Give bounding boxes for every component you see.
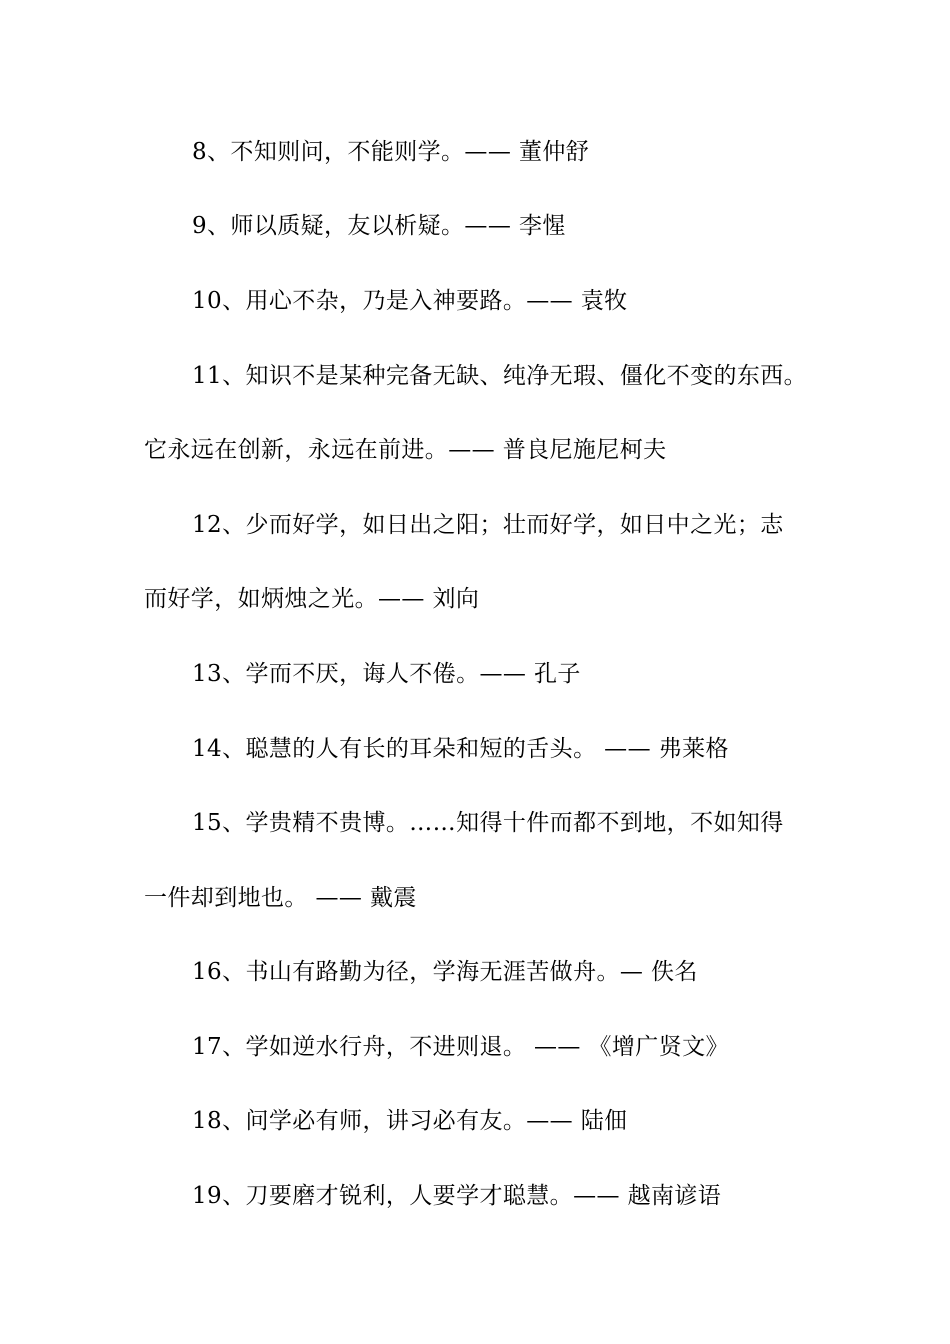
quote-17: 17、学如逆水行舟，不进则退。 —— 《增广贤文》 bbox=[192, 1034, 729, 1060]
quote-16: 16、书山有路勤为径，学海无涯苦做舟。— 佚名 bbox=[192, 959, 698, 985]
quote-9: 9、师以质疑，友以析疑。—— 李惺 bbox=[192, 213, 566, 239]
quote-12-line-2: 而好学，如炳烛之光。—— 刘向 bbox=[144, 586, 480, 612]
quote-12-line-1: 12、少而好学，如日出之阳；壮而好学，如日中之光；志 bbox=[192, 512, 784, 538]
quote-8: 8、不知则问，不能则学。—— 董仲舒 bbox=[192, 139, 590, 165]
quote-15-line-2: 一件却到地也。 —— 戴震 bbox=[144, 885, 417, 911]
quote-19: 19、刀要磨才锐利，人要学才聪慧。—— 越南谚语 bbox=[192, 1183, 722, 1209]
quote-15-line-1: 15、学贵精不贵博。……知得十件而都不到地，不如知得 bbox=[192, 810, 784, 836]
quote-18: 18、问学必有师，讲习必有友。—— 陆佃 bbox=[192, 1108, 628, 1134]
quote-13: 13、学而不厌，诲人不倦。—— 孔子 bbox=[192, 661, 581, 687]
quote-10: 10、用心不杂，乃是入神要路。—— 袁牧 bbox=[192, 288, 628, 314]
quote-11-line-2: 它永远在创新，永远在前进。—— 普良尼施尼柯夫 bbox=[144, 437, 667, 463]
quote-11-line-1: 11、知识不是某种完备无缺、纯净无瑕、僵化不变的东西。 bbox=[192, 363, 808, 389]
quote-14: 14、聪慧的人有长的耳朵和短的舌头。 —— 弗莱格 bbox=[192, 736, 729, 762]
